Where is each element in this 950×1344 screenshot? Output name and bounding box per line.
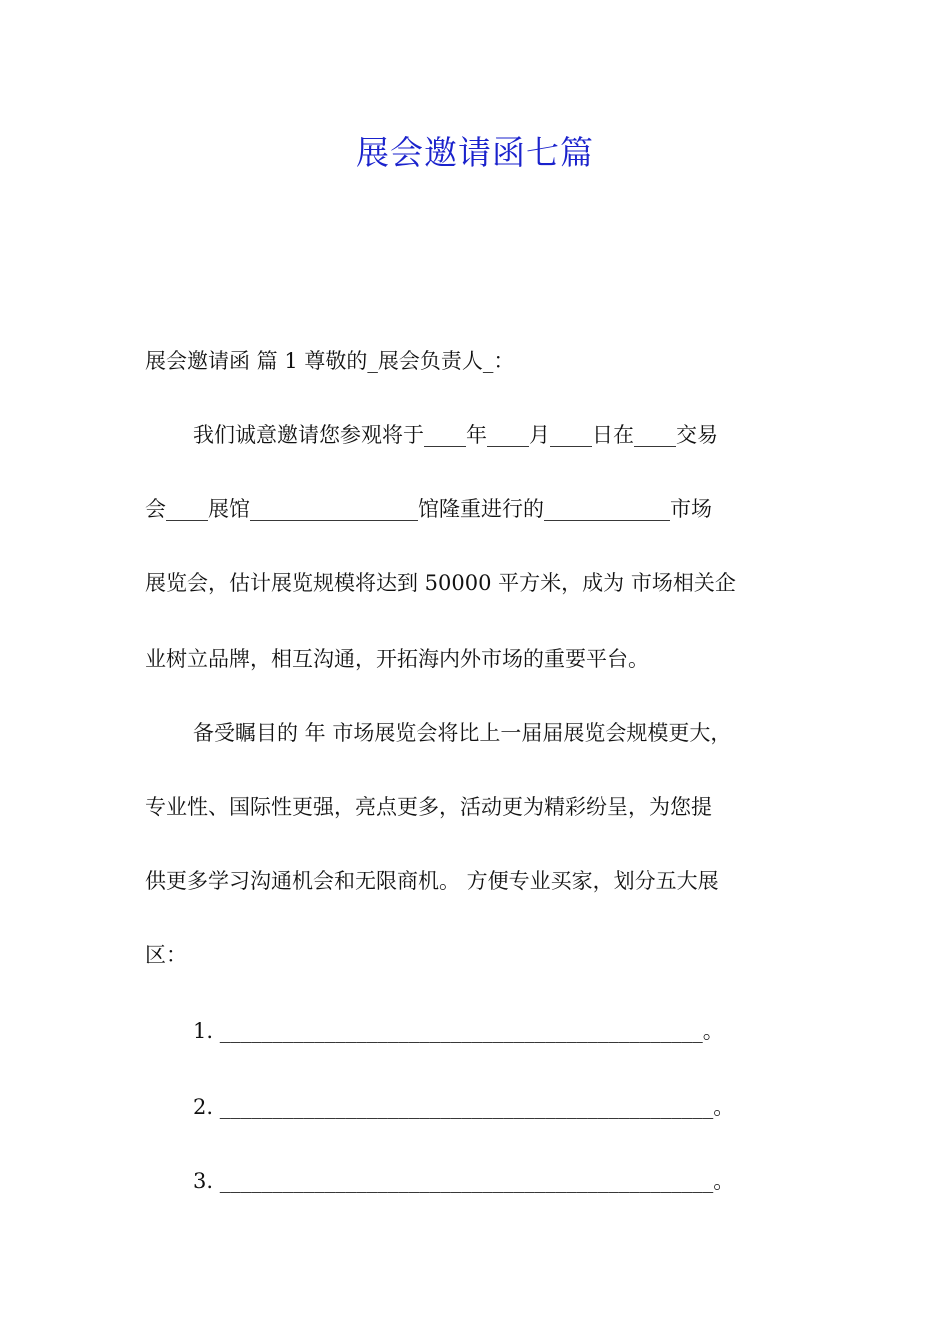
paragraph-line: 会____展馆________________馆隆重进行的____________市场	[145, 497, 712, 521]
list-item: 3. _______________________________________________。	[193, 1169, 735, 1193]
list-item: 1. ______________________________________________。	[193, 1019, 724, 1043]
paragraph-line: 备受瞩目的 年 市场展览会将比上一届届展览会规模更大，	[193, 721, 732, 745]
paragraph-line: 供更多学习沟通机会和无限商机。 方便专业买家，划分五大展	[145, 869, 719, 893]
paragraph-line: 业树立品牌，相互沟通，开拓海内外市场的重要平台。	[145, 647, 649, 671]
list-item: 2. _______________________________________________。	[193, 1095, 735, 1119]
salutation-line: 展会邀请函 篇 1 尊敬的_展会负责人_：	[145, 349, 515, 373]
paragraph-line: 我们诚意邀请您参观将于____年____月____日在____交易	[193, 423, 718, 447]
paragraph-line: 区：	[145, 943, 187, 967]
document-title: 展会邀请函七篇	[356, 133, 594, 172]
paragraph-line: 展览会，估计展览规模将达到 50000 平方米，成为 市场相关企	[145, 571, 736, 595]
paragraph-line: 专业性、国际性更强，亮点更多，活动更为精彩纷呈，为您提	[145, 795, 712, 819]
